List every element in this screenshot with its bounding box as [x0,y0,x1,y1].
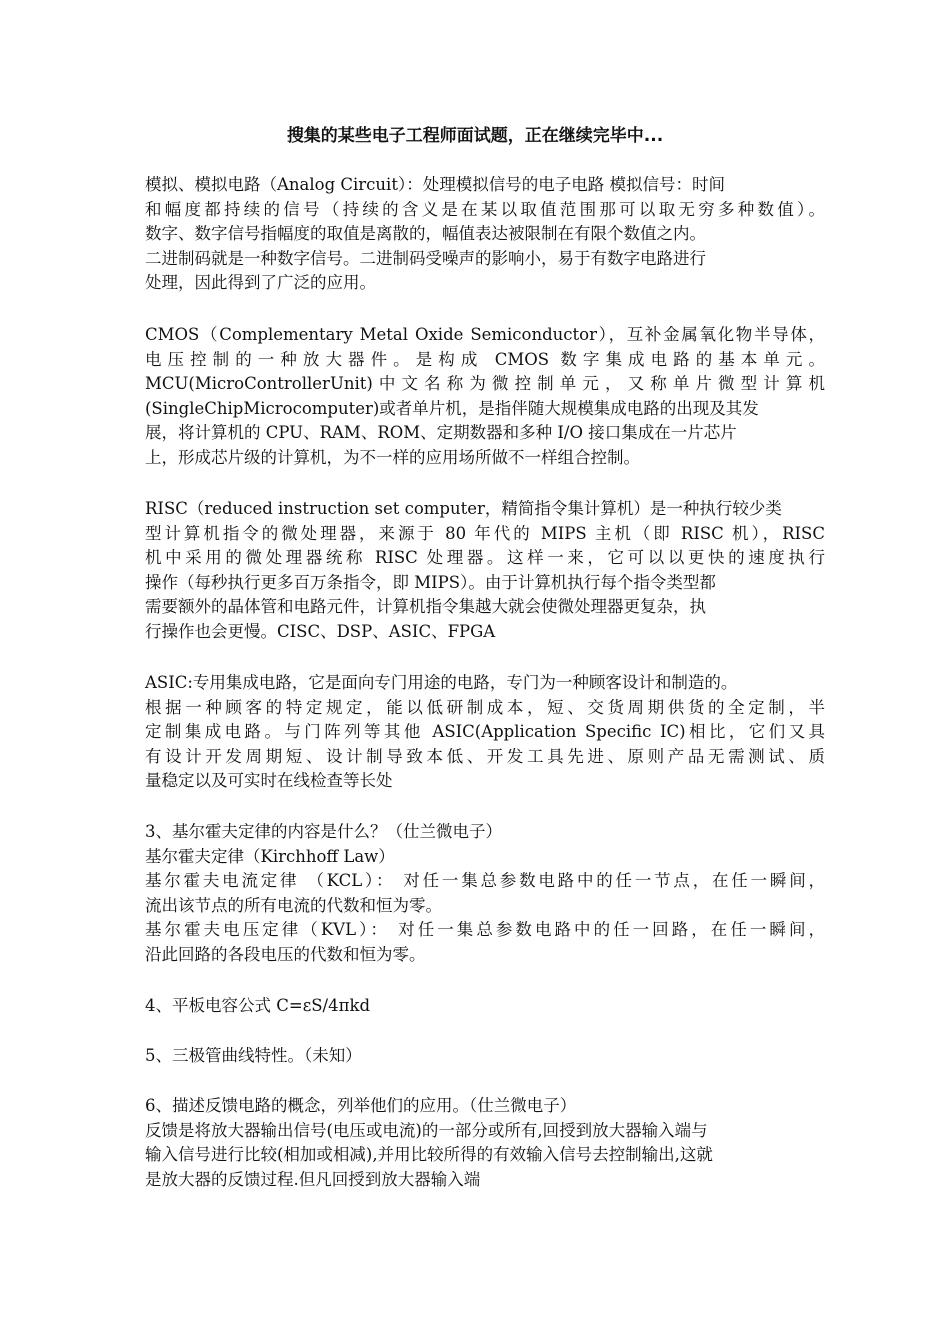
question-heading: 3、基尔霍夫定律的内容是什么？（仕兰微电子） [145,822,502,841]
text-line: 机中采用的微处理器统称 RISC 处理器。这样一来，它可以以更快的速度执行 [145,548,825,567]
text-line: 数字、数字信号指幅度的取值是离散的，幅值表达被限制在有限个数值之内。 [145,224,706,243]
text-line: 电压控制的一种放大器件。是构成 CMOS 数字集成电路的基本单元。 [145,349,825,369]
text-line: 有设计开发周期短、设计制导致本低、开发工具先进、原则产品无需测试、质 [145,746,825,766]
text-line: 模拟、模拟电路（Analog Circuit）：处理模拟信号的电子电路 模拟信号：时间 [145,175,725,194]
text-line: 流出该节点的所有电流的代数和恒为零。 [145,895,442,915]
text-line: 是放大器的反馈过程.但凡回授到放大器输入端 [145,1169,481,1189]
text-line: 行操作也会更慢。CISC、DSP、ASIC、FPGA [145,621,496,641]
text-line: 处理，因此得到了广泛的应用。 [145,273,376,292]
text-line: 基尔霍夫电流定律 （KCL）： 对任一集总参数电路中的任一节点，在任一瞬间， [145,871,825,890]
paragraph-analog-digital [145,173,825,296]
text-line: RISC（reduced instruction set computer，精简指令集计算机）是一种执行较少类 [145,499,782,518]
question-6-feedback [145,1094,825,1192]
text-line: CMOS（Complementary Metal Oxide Semiconductor），互补金属氧化物半导体， [145,325,825,344]
paragraph-risc [145,497,825,644]
text-line: ASIC:专用集成电路，它是面向专门用途的电路，专门为一种顾客设计和制造的。 [145,673,738,692]
text-line: 基尔霍夫电压定律（KVL）： 对任一集总参数电路中的任一回路，在任一瞬间， [145,920,825,939]
text-line: 基尔霍夫定律（Kirchhoff Law） [145,846,395,866]
question-4-capacitor [145,994,825,1019]
text-line: 操作（每秒执行更多百万条指令，即 MIPS）。由于计算机执行每个指令类型都 [145,572,716,592]
document-title: 搜集的某些电子工程师面试题，正在继续完毕中... [286,126,664,146]
text-line: 沿此回路的各段电压的代数和恒为零。 [145,944,426,964]
question-heading: 4、平板电容公式 C=εS/4πkd [145,996,371,1015]
text-line: 型计算机指令的微处理器，来源于 80 年代的 MIPS 主机（即 RISC 机），RISC [145,523,825,543]
question-5-transistor [145,1044,825,1069]
question-3-kirchhoff [145,820,825,967]
question-heading: 5、三极管曲线特性。（未知） [145,1046,362,1065]
text-line: 量稳定以及可实时在线检查等长处 [145,771,393,790]
text-line: 和幅度都持续的信号（持续的含义是在某以取值范围那可以取无穷多种数值）。 [145,199,825,219]
text-line: 输入信号进行比较(相加或相减),并用比较所得的有效输入信号去控制输出,这就 [145,1145,713,1164]
text-line: 展，将计算机的 CPU、RAM、ROM、定期数器和多种 I/O 接口集成在一片芯片 [145,423,737,442]
text-line: 根据一种顾客的特定规定，能以低研制成本，短、交货周期供货的全定制，半 [145,697,825,717]
paragraph-cmos-mcu [145,323,825,470]
text-line: MCU(MicroControllerUnit)中文名称为微控制单元，又称单片微型计算机 [145,374,825,393]
text-line: 定制集成电路。与门阵列等其他 ASIC(Application Specific IC)相比，它们又具 [145,722,825,741]
question-heading: 6、描述反馈电路的概念，列举他们的应用。（仕兰微电子） [145,1096,577,1115]
text-line: 二进制码就是一种数字信号。二进制码受噪声的影响小，易于有数字电路进行 [145,248,706,268]
text-line: 需要额外的晶体管和电路元件，计算机指令集越大就会使微处理器更复杂，执 [145,597,706,616]
text-line: (SingleChipMicrocomputer)或者单片机，是指伴随大规模集成电路的出现及其发 [145,398,759,418]
text-line: 上，形成芯片级的计算机，为不一样的应用场所做不一样组合控制。 [145,447,640,467]
text-line: 反馈是将放大器输出信号(电压或电流)的一部分或所有,回授到放大器输入端与 [145,1120,708,1140]
paragraph-asic [145,671,825,794]
